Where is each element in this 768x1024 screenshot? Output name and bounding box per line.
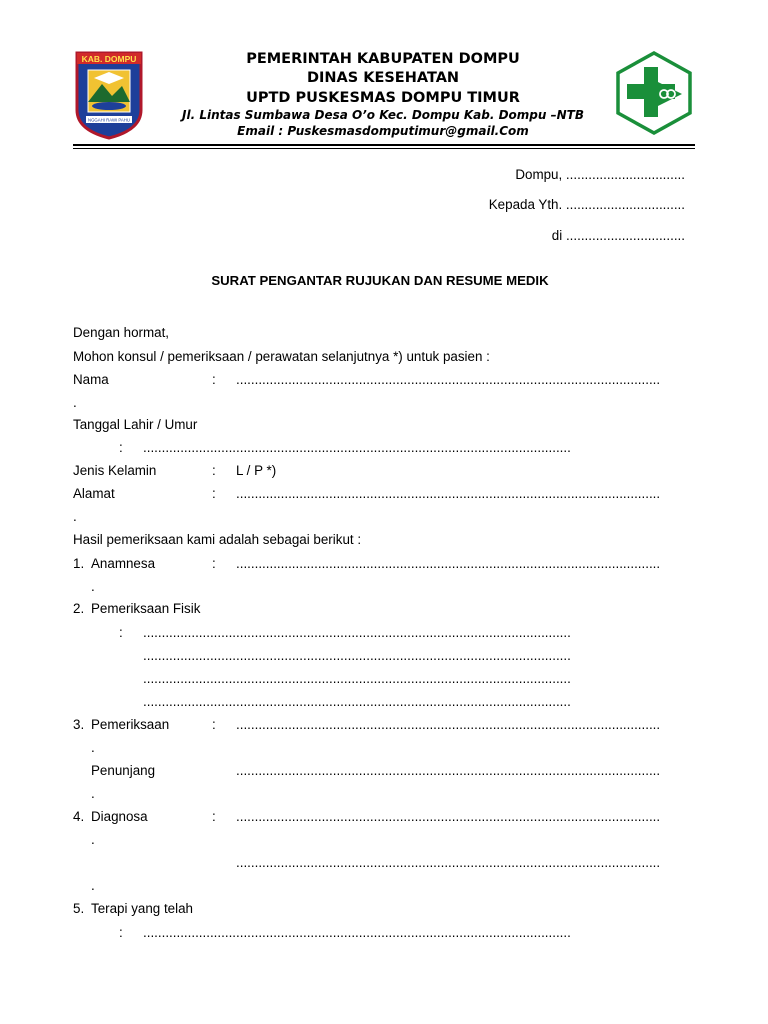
svg-text:NGGAHI RAWI PAHU: NGGAHI RAWI PAHU bbox=[87, 117, 131, 123]
pemeriksaan-fisik-label: Pemeriksaan Fisik bbox=[91, 601, 201, 616]
diagnosa-fill-end-2: . bbox=[91, 878, 95, 893]
intro-text: Mohon konsul / pemeriksaan / perawatan selanjutnya *) untuk pasien : bbox=[73, 349, 490, 364]
item5-number: 5. bbox=[73, 901, 85, 916]
kabupaten-crest-logo bbox=[74, 50, 144, 140]
date-line: Dompu, ................................ bbox=[515, 167, 685, 182]
alamat-label: Alamat bbox=[73, 486, 115, 501]
recipient-place-line: di ................................ bbox=[551, 228, 685, 243]
pemeriksaan-penunjang-fill-line: .................................................................................................................. bbox=[236, 717, 661, 732]
terapi-colon: : bbox=[119, 925, 123, 940]
pemeriksaan-penunjang-label: Pemeriksaan bbox=[91, 717, 170, 732]
diagnosa-colon: : bbox=[212, 809, 216, 824]
diagnosa-fill-line-2: .................................................................................................................. bbox=[236, 855, 661, 870]
pemeriksaan-fisik-fill-line: ................................................................................................................... bbox=[143, 625, 571, 640]
pemeriksaan-fisik-fill-line: ................................................................................................................... bbox=[143, 648, 571, 663]
item1-number: 1. bbox=[73, 556, 85, 571]
nama-fill-end: . bbox=[73, 395, 77, 410]
anamnesa-label: Anamnesa bbox=[91, 556, 156, 571]
header-address: Jl. Lintas Sumbawa Desa O’o Kec. Dompu Kab. Dompu –NTB bbox=[182, 108, 584, 122]
nama-label: Nama bbox=[73, 372, 109, 387]
tgl-lahir-fill-line: ................................................................................................................... bbox=[143, 440, 571, 455]
letterhead-rule-thin bbox=[73, 148, 695, 149]
tgl-lahir-colon: : bbox=[119, 440, 123, 455]
penunjang-fill-end: . bbox=[91, 786, 95, 801]
header-line-government: PEMERINTAH KABUPATEN DOMPU bbox=[246, 51, 520, 67]
item2-number: 2. bbox=[73, 601, 85, 616]
penunjang-fill-line: .................................................................................................................. bbox=[236, 763, 661, 778]
header-line-puskesmas: UPTD PUSKESMAS DOMPU TIMUR bbox=[246, 90, 520, 106]
header-line-agency: DINAS KESEHATAN bbox=[306, 70, 460, 86]
letterhead-rule-thick bbox=[73, 144, 695, 146]
pemeriksaan-fisik-fill-line: ................................................................................................................... bbox=[143, 694, 571, 709]
letter-title: SURAT PENGANTAR RUJUKAN DAN RESUME MEDIK bbox=[211, 273, 549, 288]
penunjang-label: Penunjang bbox=[91, 763, 156, 778]
greeting: Dengan hormat, bbox=[73, 325, 170, 340]
alamat-fill-line: .................................................................................................................. bbox=[236, 486, 661, 501]
pemeriksaan-penunjang-colon: : bbox=[212, 717, 216, 732]
nama-fill-line: .................................................................................................................. bbox=[236, 372, 661, 387]
terapi-label: Terapi yang telah bbox=[91, 901, 193, 916]
hasil-intro: Hasil pemeriksaan kami adalah sebagai berikut : bbox=[73, 532, 362, 547]
alamat-fill-end: . bbox=[73, 509, 77, 524]
nama-colon: : bbox=[212, 372, 216, 387]
pemeriksaan-fisik-fill-line: ................................................................................................................... bbox=[143, 671, 571, 686]
item3-number: 3. bbox=[73, 717, 85, 732]
diagnosa-fill-end: . bbox=[91, 832, 95, 847]
header-email: Email : Puskesmasdomputimur@gmail.Com bbox=[237, 124, 529, 138]
svg-text:KAB. DOMPU: KAB. DOMPU bbox=[81, 54, 137, 64]
anamnesa-colon: : bbox=[212, 556, 216, 571]
jenis-kelamin-label: Jenis Kelamin bbox=[73, 463, 157, 478]
puskesmas-logo-icon bbox=[614, 50, 694, 136]
terapi-fill-line: ................................................................................................................... bbox=[143, 925, 571, 940]
jenis-kelamin-value: L / P *) bbox=[236, 463, 277, 478]
diagnosa-label: Diagnosa bbox=[91, 809, 148, 824]
alamat-colon: : bbox=[212, 486, 216, 501]
tgl-lahir-label: Tanggal Lahir / Umur bbox=[73, 417, 198, 432]
anamnesa-fill-line: .................................................................................................................. bbox=[236, 556, 661, 571]
recipient-line: Kepada Yth. ................................ bbox=[488, 197, 685, 212]
jenis-kelamin-colon: : bbox=[212, 463, 216, 478]
pemeriksaan-fisik-colon: : bbox=[119, 625, 123, 640]
anamnesa-fill-end: . bbox=[91, 579, 95, 594]
item4-number: 4. bbox=[73, 809, 85, 824]
diagnosa-fill-line: .................................................................................................................. bbox=[236, 809, 661, 824]
pemeriksaan-penunjang-fill-end: . bbox=[91, 740, 95, 755]
